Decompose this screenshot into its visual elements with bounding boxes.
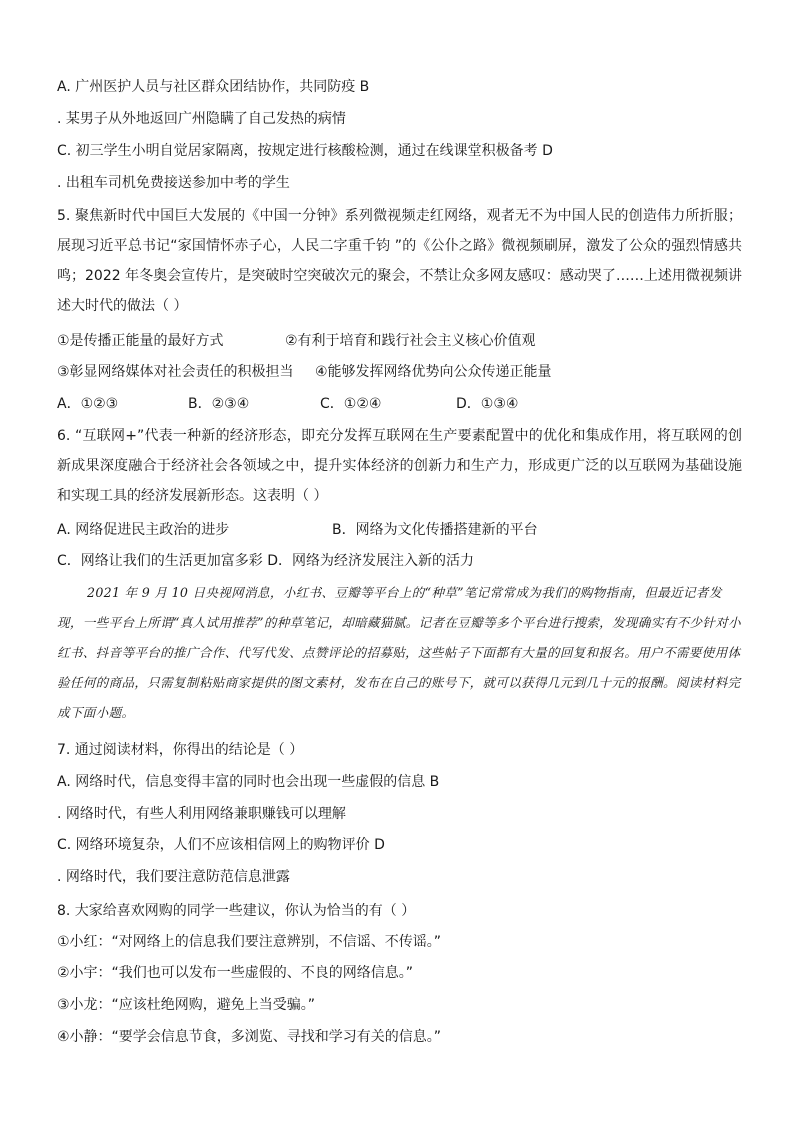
- q8-item-4: ④小静：“要学会信息节食，多浏览、寻找和学习有关的信息。”: [57, 1029, 442, 1045]
- q8-item-2: ②小宇：“我们也可以发布一些虚假的、不良的网络信息。”: [57, 965, 414, 981]
- q6-option-b: B．网络为文化传播搭建新的平台: [332, 522, 538, 538]
- q5-item-3: ③彰显网络媒体对社会责任的积极担当: [57, 364, 294, 380]
- q5-stem: 5. 聚焦新时代中国巨大发展的《中国一分钟》系列微视频走红网络，观者无不为中国人民的创造伟力所折服；展现习近平总书记“家国情怀赤子心，人民二字重千钧 ”的《公仆之路》微视频刷屏，激发了公众的强烈情感共鸣；2022 年冬奥会宣传片，是突破时空突破次元的聚会，不禁让众多网友感叹：感动哭了……上述用微视频讲述大时代的做法（ ）: [57, 208, 742, 314]
- q6-option-a: A. 网络促进民主政治的进步: [57, 522, 230, 538]
- q5-option-a: A．①②③: [57, 396, 119, 412]
- q8-item-3: ③小龙：“应该杜绝网购，避免上当受骗。”: [57, 997, 316, 1013]
- q7-option-c: C. 网络环境复杂，人们不应该相信网上的购物评价 D: [57, 837, 385, 853]
- q6-option-cd: C．网络让我们的生活更加富多彩 D．网络为经济发展注入新的活力: [57, 553, 475, 569]
- q4-option-d: . 出租车司机免费接送参加中考的学生: [57, 175, 290, 191]
- reading-passage: 2021 年 9 月 10 日央视网消息，小红书、豆瓣等平台上的“种草”笔记常常成为我们的购物指南，但最近记者发现，一些平台上所谓“真人试用推荐”的种草笔记，却暗藏猫腻。记者在豆瓣等多个平台进行搜索，发现确实有不少针对小红书、抖音等平台的推广合作、代写代发、点赞评论的招募贴，这些帖子下面都有大量的回复和报名。用户不需要使用体验任何的商品，只需复制粘贴商家提供的图文素材，发布在自己的账号下，就可以获得几元到几十元的报酬。阅读材料完成下面小题。: [57, 585, 741, 720]
- q5-option-d: D．①③④: [456, 396, 519, 412]
- q4-option-a: A. 广州医护人员与社区群众团结协作，共同防疫 B: [57, 79, 370, 95]
- q5-item-4: ④能够发挥网络优势向公众传递正能量: [315, 364, 552, 380]
- q8-stem: 8. 大家给喜欢网购的同学一些建议，你认为恰当的有（ ）: [57, 903, 416, 919]
- q7-option-b: . 网络时代，有些人利用网络兼职赚钱可以理解: [57, 806, 346, 822]
- q4-option-c: C. 初三学生小明自觉居家隔离，按规定进行核酸检测，通过在线课堂积极备考 D: [57, 143, 553, 159]
- q5-option-b: B．②③④: [188, 396, 250, 412]
- q7-stem: 7. 通过阅读材料，你得出的结论是（ ）: [57, 742, 304, 758]
- q7-option-d: . 网络时代，我们要注意防范信息泄露: [57, 869, 290, 885]
- q4-option-b: . 某男子从外地返回广州隐瞒了自己发热的病情: [57, 111, 346, 127]
- q6-stem: 6. “互联网+”代表一种新的经济形态，即充分发挥互联网在生产要素配置中的优化和集成作用，将互联网的创新成果深度融合于经济社会各领域之中，提升实体经济的创新力和生产力，形成更广泛的以互联网为基础设施和实现工具的经济发展新形态。这表明（ ）: [57, 428, 742, 504]
- q5-option-c: C．①②④: [320, 396, 382, 412]
- q5-item-2: ②有利于培育和践行社会主义核心价值观: [285, 333, 536, 349]
- q5-item-1: ①是传播正能量的最好方式: [57, 333, 224, 349]
- q8-item-1: ①小红：“对网络上的信息我们要注意辨别，不信谣、不传谣。”: [57, 934, 442, 950]
- q7-option-a: A. 网络时代，信息变得丰富的同时也会出现一些虚假的信息 B: [57, 774, 440, 790]
